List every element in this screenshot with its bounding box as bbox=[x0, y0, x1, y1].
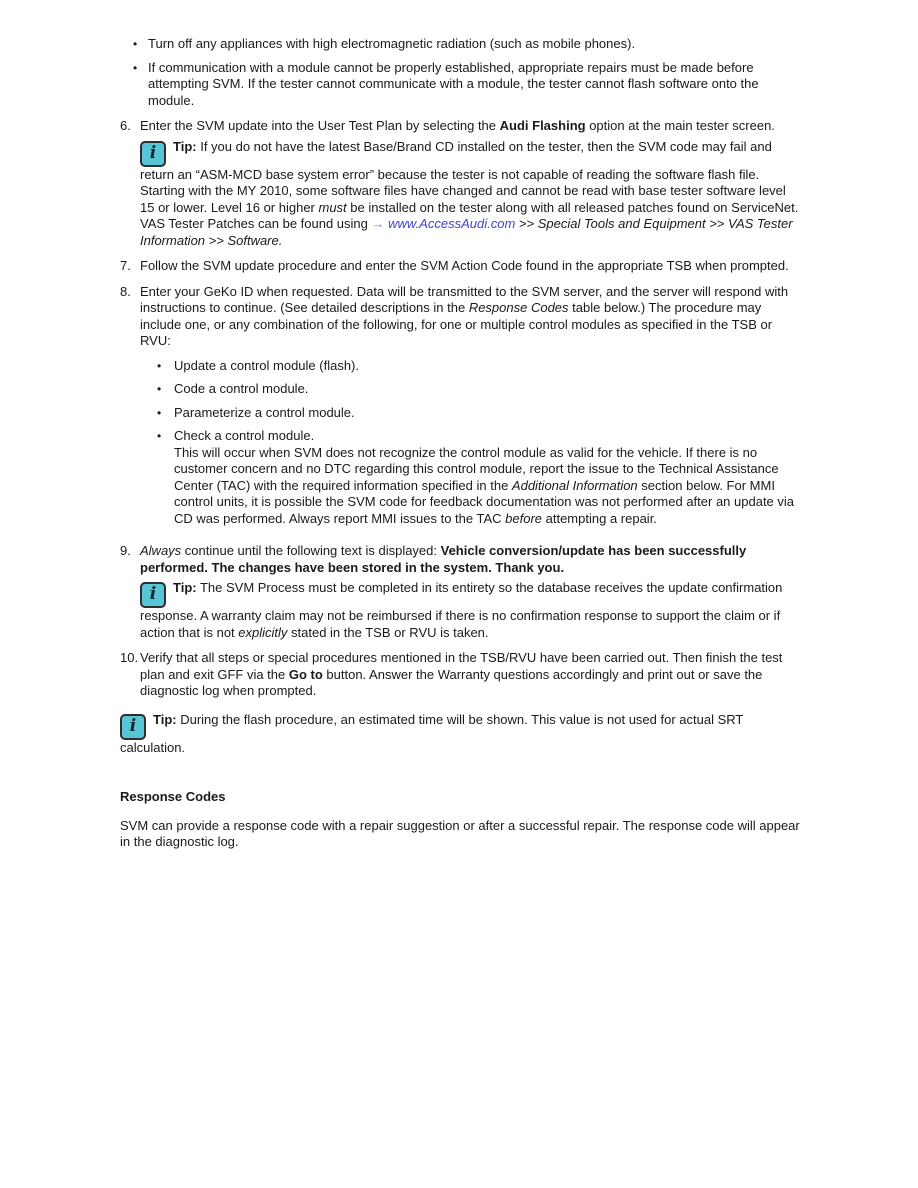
step-number: 8. bbox=[120, 283, 131, 299]
step-6 bbox=[120, 118, 800, 249]
step-7 bbox=[120, 258, 800, 275]
list-item bbox=[120, 36, 800, 53]
step-body bbox=[140, 258, 800, 275]
text-run: Parameterize a control module. bbox=[174, 404, 355, 420]
tip-text bbox=[120, 712, 743, 755]
step-text bbox=[140, 284, 800, 350]
bullet-icon: • bbox=[157, 429, 162, 443]
step-number: 10. bbox=[120, 650, 139, 665]
text-run: button. Answer the Warranty questions accordingly and print out or save the diagnostic log when prompted. bbox=[140, 666, 763, 698]
response-codes-body: SVM can provide a response code with a repair suggestion or after a successful repair. The response code will appear in the diagnostic log. bbox=[120, 817, 800, 849]
info-icon-glyph: i bbox=[149, 142, 157, 163]
text-run: Enter the SVM update into the User Test Plan by selecting the bbox=[140, 118, 500, 133]
text-run: Follow the SVM update procedure and enter the SVM Action Code found in the appropriate TSB when prompted. bbox=[140, 258, 789, 273]
text-run: option at the main tester screen. bbox=[585, 118, 775, 133]
text-run: Tip: bbox=[173, 580, 197, 595]
info-icon bbox=[120, 714, 146, 740]
text-run: Turn off any appliances with high electromagnetic radiation (such as mobile phones). bbox=[148, 36, 636, 51]
text-run: Tip: bbox=[153, 711, 177, 727]
bullet-text bbox=[174, 405, 800, 422]
bullet-icon: • bbox=[133, 37, 138, 51]
bullet-text bbox=[148, 60, 800, 110]
text-run: Enter your GeKo ID when requested. Data will be transmitted to the SVM server, and the server will respond with instructions to continue. (See detailed descriptions in the bbox=[140, 283, 789, 315]
list-item bbox=[120, 60, 800, 110]
info-icon-glyph: i bbox=[129, 715, 137, 736]
check-module-note bbox=[174, 445, 800, 528]
text-run: Additional Information bbox=[511, 477, 638, 493]
svm-actions-list bbox=[140, 358, 800, 528]
intro-bullet-list bbox=[120, 36, 800, 109]
text-run: → bbox=[371, 216, 389, 231]
text-run: During the flash procedure, an estimated time will be shown. This value is not used for actual SRT calculation. bbox=[120, 711, 744, 755]
list-item bbox=[140, 358, 800, 375]
text-run: This will occur when SVM does not recognize the control module as valid for the vehicle. If there is no customer concern and no DTC regarding this control module, report the issue to the Technical Assistance Center (TAC) with the required information specified in the bbox=[174, 444, 779, 493]
text-run: If communication with a module cannot be properly established, appropriate repairs must be made before attempting SVM. If the tester cannot communicate with a module, the tester cannot flash software onto the module. bbox=[148, 59, 759, 108]
text-run: Update a control module (flash). bbox=[174, 357, 359, 373]
step-body bbox=[140, 284, 800, 535]
bullet-icon: • bbox=[133, 60, 138, 75]
tip-text bbox=[140, 139, 798, 215]
bullet-text bbox=[174, 428, 800, 527]
text-run: continue until the following text is displayed: bbox=[181, 543, 441, 558]
step-number: 7. bbox=[120, 258, 131, 273]
text-run: section below. For MMI control units, it is possible the SVM code for feedback documentation was not performed after an update via CD was performed. Always report MMI issues to the TAC bbox=[174, 477, 795, 526]
text-run: explicitly bbox=[238, 624, 288, 640]
text-run: attempting a repair. bbox=[542, 510, 657, 526]
tip-note-3 bbox=[120, 712, 800, 757]
vas-patches-line bbox=[140, 216, 800, 249]
step-number: 6. bbox=[120, 118, 131, 133]
step-9 bbox=[120, 543, 800, 641]
text-run: Verify that all steps or special procedures mentioned in the TSB/RVU have been carried out. Then finish the test plan and exit GFF via the bbox=[140, 650, 783, 682]
bullet-icon: • bbox=[157, 382, 162, 396]
text-run: before bbox=[505, 510, 543, 526]
text-run: be installed on the tester along with all released patches found on ServiceNet. bbox=[346, 199, 799, 215]
bullet-text bbox=[148, 36, 800, 53]
step-body bbox=[140, 650, 800, 700]
text-run: Vehicle conversion/update has been successfully performed. The changes have been stored in the system. Thank you. bbox=[140, 543, 747, 575]
info-icon bbox=[140, 582, 166, 608]
step-10 bbox=[120, 650, 800, 700]
text-run: stated in the TSB or RVU is taken. bbox=[287, 624, 489, 640]
text-run: Code a control module. bbox=[174, 381, 309, 396]
text-run: Audi Flashing bbox=[499, 118, 586, 133]
text-run: table below.) The procedure may include one, or any combination of the following, for one or multiple control modules as specified in the TSB or RVU: bbox=[140, 300, 773, 348]
step-text bbox=[140, 650, 800, 700]
list-item bbox=[140, 381, 800, 398]
text-run: Go to bbox=[288, 666, 323, 682]
text-run: The SVM Process must be completed in its entirety so the database receives the update confirmation response. A warranty claim may not be reimbursed if there is no confirmation response to support the claim or if action that is not bbox=[140, 580, 783, 640]
list-item bbox=[140, 428, 800, 527]
info-icon-glyph: i bbox=[149, 584, 157, 604]
list-item bbox=[140, 405, 800, 422]
tip-note-2 bbox=[140, 580, 800, 641]
text-run: If you do not have the latest Base/Brand CD installed on the tester, then the SVM code may fail and return an “ASM-MCD base system error” because the tester is not capable of reading the software flash file. Starting with the MY 2010, some software files have changed and cannot be read with base tester software level 15 or lower. Level 16 or higher bbox=[140, 138, 786, 215]
text-run: Response Codes bbox=[468, 300, 569, 315]
text-run: Check a control module. bbox=[174, 428, 315, 443]
text-run: VAS Tester Patches can be found using bbox=[140, 216, 372, 231]
bullet-icon: • bbox=[157, 358, 162, 373]
step-8 bbox=[120, 284, 800, 535]
section-heading-response-codes: Response Codes bbox=[120, 789, 226, 804]
text-run: >> Special Tools and Equipment >> VAS Tester Information >> Software. bbox=[140, 216, 793, 248]
tip-text bbox=[140, 580, 782, 640]
info-icon bbox=[140, 141, 166, 167]
bullet-icon: • bbox=[157, 405, 162, 420]
tip-note-1 bbox=[140, 139, 800, 250]
text-run: must bbox=[318, 199, 347, 215]
step-text bbox=[140, 118, 800, 135]
bullet-text bbox=[174, 358, 800, 375]
bullet-text bbox=[174, 381, 800, 398]
bullet-line bbox=[174, 428, 800, 445]
step-body bbox=[140, 118, 800, 249]
step-body bbox=[140, 543, 800, 641]
text-run: Always bbox=[140, 543, 182, 558]
accessaudi-link[interactable]: www.AccessAudi.com bbox=[388, 216, 516, 231]
step-number: 9. bbox=[120, 543, 131, 558]
text-run: Tip: bbox=[173, 138, 197, 154]
step-text bbox=[140, 543, 800, 576]
step-text bbox=[140, 258, 800, 275]
